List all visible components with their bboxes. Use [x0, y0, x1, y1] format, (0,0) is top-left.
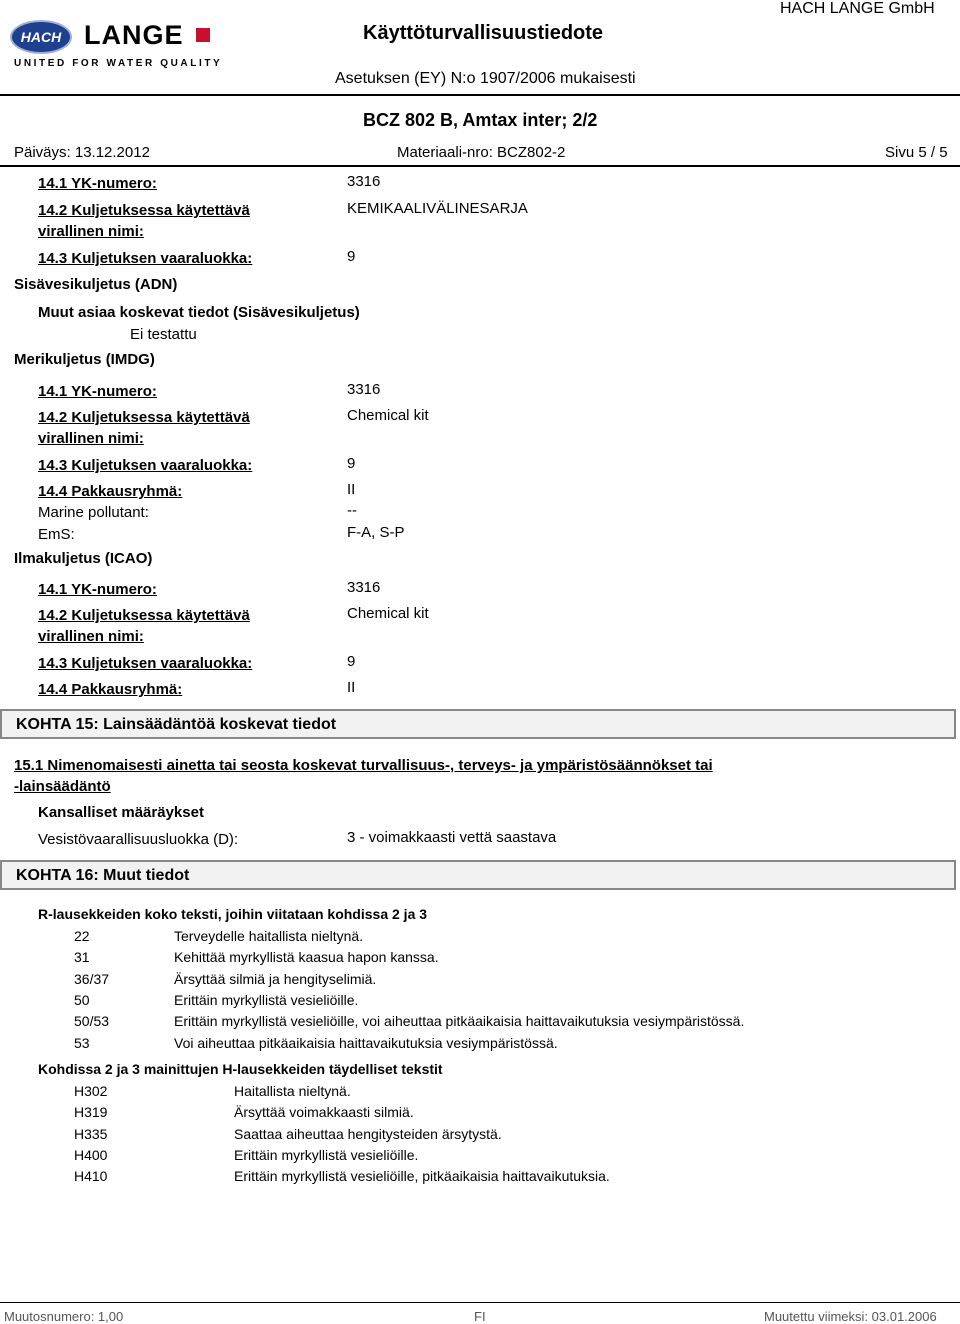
phrase-text: Ärsyttää voimakkaasti silmiä. [234, 1104, 414, 1121]
footer-divider [0, 1302, 960, 1303]
phrase-code: H410 [74, 1168, 108, 1185]
shipping-name-value: KEMIKAALIVÄLINESARJA [347, 200, 528, 217]
last-modified: Muutettu viimeksi: 03.01.2006 [764, 1309, 937, 1324]
icao-class-label: 14.3 Kuljetuksen vaaraluokka: [38, 655, 253, 672]
ems-value: F-A, S-P [347, 524, 405, 541]
icao-un-value: 3316 [347, 579, 381, 596]
document-title: Käyttöturvallisuustiedote [363, 22, 604, 44]
section-15-1-title-2: -lainsäädäntö [14, 778, 111, 795]
phrase-text: Voi aiheuttaa pitkäaikaisia haittavaikutuksia vesiympäristössä. [174, 1034, 558, 1051]
adn-other-value: Ei testattu [130, 326, 197, 343]
adn-heading: Sisävesikuljetus (ADN) [14, 276, 178, 293]
icao-name-value: Chemical kit [347, 605, 429, 622]
phrase-code: 36/37 [74, 970, 110, 987]
shipping-name-label: 14.2 Kuljetuksessa käytettävä [38, 202, 250, 219]
phrase-text: Erittäin myrkyllistä vesieliöille. [234, 1146, 419, 1163]
water-hazard-label: Vesistövaarallisuusluokka (D): [38, 831, 239, 848]
adn-other-label: Muut asiaa koskevat tiedot (Sisävesikuljetus) [38, 304, 360, 321]
imdg-class-value: 9 [347, 455, 356, 472]
language-code: FI [474, 1309, 486, 1324]
imdg-un-label: 14.1 YK-numero: [38, 383, 157, 400]
icao-packing-group-label: 14.4 Pakkausryhmä: [38, 681, 183, 698]
phrase-code: H335 [74, 1125, 108, 1142]
phrase-code: H302 [74, 1083, 108, 1099]
revision-number: Muutosnumero: 1,00 [4, 1309, 124, 1324]
icao-heading: Ilmakuljetus (ICAO) [14, 550, 153, 567]
phrase-text: Ärsyttää silmiä ja hengityselimiä. [174, 970, 377, 987]
icao-un-label: 14.1 YK-numero: [38, 581, 157, 598]
imdg-name-label-2: virallinen nimi: [38, 430, 144, 447]
imdg-class-label: 14.3 Kuljetuksen vaaraluokka: [38, 457, 253, 474]
page-number: Sivu 5 / 5 [885, 144, 948, 161]
water-hazard-value: 3 - voimakkaasti vettä saastava [347, 829, 557, 846]
product-name: BCZ 802 B, Amtax inter; 2/2 [363, 110, 598, 130]
phrase-text: Erittäin myrkyllistä vesieliöille, pitkäaikaisia haittavaikutuksia. [234, 1168, 610, 1185]
imdg-packing-group-value: II [347, 481, 356, 498]
phrase-text: Erittäin myrkyllistä vesieliöille. [174, 991, 359, 1008]
un-number-value: 3316 [347, 173, 381, 190]
header-bottom-divider [0, 165, 960, 167]
shipping-name-label-2: virallinen nimi: [38, 223, 144, 240]
phrase-code: 53 [74, 1034, 90, 1051]
lange-logo: LANGE [84, 20, 184, 50]
phrase-code: H319 [74, 1104, 108, 1121]
icao-name-label-2: virallinen nimi: [38, 628, 144, 645]
regulation-text: Asetuksen (EY) N:o 1907/2006 mukaisesti [335, 70, 636, 87]
imdg-name-label: 14.2 Kuljetuksessa käytettävä [38, 409, 250, 426]
phrase-code: H400 [74, 1146, 108, 1163]
icao-packing-group-value: II [347, 679, 356, 696]
ems-label: EmS: [38, 526, 75, 543]
hazard-class-value: 9 [347, 248, 356, 265]
un-number-label: 14.1 YK-numero: [38, 175, 157, 192]
section-16-header: KOHTA 16: Muut tiedot [0, 860, 956, 890]
marine-pollutant-label: Marine pollutant: [38, 504, 149, 521]
phrase-text: Terveydelle haitallista nieltynä. [174, 928, 364, 944]
phrase-code: 50 [74, 991, 90, 1008]
phrase-code: 31 [74, 949, 90, 966]
phrase-text: Saattaa aiheuttaa hengitysteiden ärsytystä. [234, 1125, 502, 1142]
document-date: Päiväys: 13.12.2012 [14, 144, 150, 161]
imdg-heading: Merikuljetus (IMDG) [14, 351, 155, 368]
phrase-code: 50/53 [74, 1013, 110, 1030]
phrase-code: 22 [74, 928, 90, 944]
section-15-1-title: 15.1 Nimenomaisesti ainetta tai seosta koskevat turvallisuus-, terveys- ja ympäristösäännökset tai [14, 757, 713, 774]
phrase-text: Kehittää myrkyllistä kaasua hapon kanssa. [174, 949, 439, 966]
national-regulations-heading: Kansalliset määräykset [38, 804, 204, 821]
h-phrases-heading: Kohdissa 2 ja 3 mainittujen H-lausekkeiden täydelliset tekstit [38, 1061, 443, 1077]
lange-logo-mark-icon [196, 28, 210, 42]
imdg-packing-group-label: 14.4 Pakkausryhmä: [38, 483, 183, 500]
phrase-text: Erittäin myrkyllistä vesieliöille, voi aiheuttaa pitkäaikaisia haittavaikutuksia vesiympäristössä. [174, 1013, 745, 1030]
header-divider [0, 94, 960, 96]
hazard-class-label: 14.3 Kuljetuksen vaaraluokka: [38, 250, 253, 267]
icao-class-value: 9 [347, 653, 356, 670]
section-15-header: KOHTA 15: Lainsäädäntöä koskevat tiedot [0, 709, 956, 739]
material-number: Materiaali-nro: BCZ802-2 [397, 144, 566, 161]
company-name: HACH LANGE GmbH [780, 0, 935, 17]
hach-logo: HACH [10, 20, 72, 54]
logo-tagline: UNITED FOR WATER QUALITY [14, 58, 223, 69]
icao-name-label: 14.2 Kuljetuksessa käytettävä [38, 607, 250, 624]
marine-pollutant-value: -- [347, 502, 357, 519]
phrase-text: Haitallista nieltynä. [234, 1083, 351, 1099]
imdg-name-value: Chemical kit [347, 407, 429, 424]
r-phrases-heading: R-lausekkeiden koko teksti, joihin viitataan kohdissa 2 ja 3 [38, 906, 428, 922]
imdg-un-value: 3316 [347, 381, 381, 398]
